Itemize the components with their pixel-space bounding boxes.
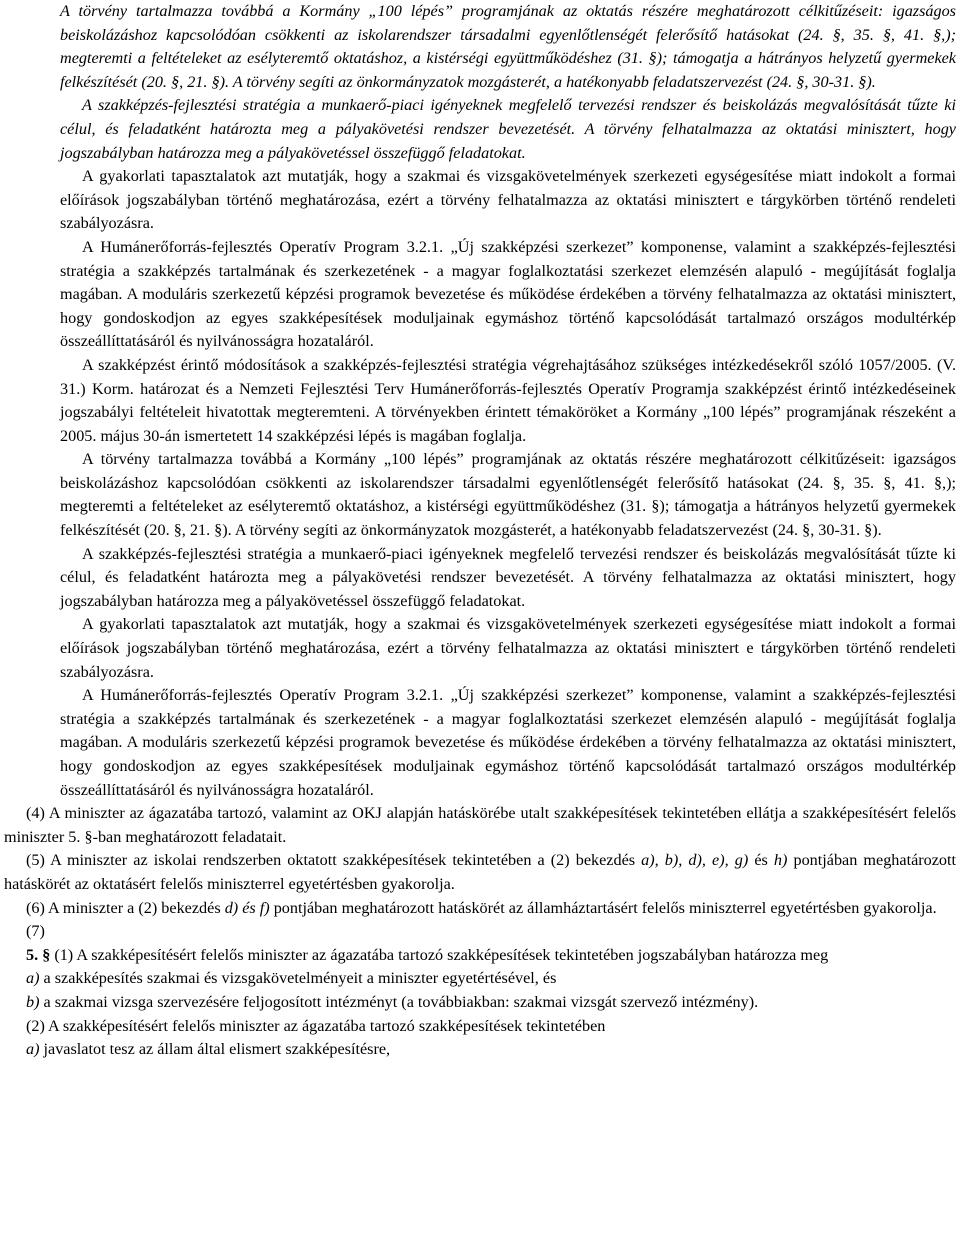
point-label: a): [26, 1040, 40, 1059]
text-span: a szakmai vizsga szervezésére feljogosított intézményt (a továbbiakban: szakmai vizsgát szervező intézmény).: [39, 992, 759, 1011]
section-5-point-a: [4, 967, 956, 991]
law-text: [4, 802, 956, 1062]
quote-paragraph: A törvény tartalmazza továbbá a Kormány „100 lépés” programjának az oktatás részére meghatározott célkitűzéseit: igazságos beiskolázáshoz kapcsolódóan csökkenti az iskolarendszer társadalmi egyenlőtlenségét felerősítő hatásokat (24. §, 35. §, 41. §,); megteremti a feltételeket az esélyteremtő oktatáshoz, a kistérségi együttműködéshez (31. §); támogatja a hátrányos helyzetű gyermekek felkészítését (20. §, 21. §). A törvény segíti az önkormányzatok mozgásterét, a hatékonyabb feladatszervezést (24. §, 30-31. §).: [60, 2, 956, 91]
point-label: a): [26, 969, 40, 988]
point-reference: d) és f): [224, 898, 270, 917]
paragraph-6: [4, 897, 956, 921]
section-5: [4, 944, 956, 968]
section-5-paragraph-2: (2) A szakképesítésért felelős miniszter az ágazatába tartozó szakképesítések tekintetében: [26, 1016, 606, 1035]
text-span: pontjában meghatározott hatáskörét az államháztartásért felelős miniszterrel egyetértésben gyakorolja.: [269, 898, 937, 917]
text-span: (5) A miniszter az iskolai rendszerben oktatott szakképesítések tekintetében a (2) bekezdés: [26, 851, 642, 870]
text-span: és: [748, 851, 774, 870]
text-span: a szakképesítés szakmai és vizsgakövetelményeit a miniszter egyetértésével, és: [39, 969, 557, 988]
section-number: 5. §: [26, 945, 51, 964]
point-label: b): [26, 992, 40, 1011]
explanatory-quote-italic: [4, 0, 956, 165]
quote-paragraph: A szakképzést érintő módosítások a szakképzés-fejlesztési stratégia végrehajtásához szükséges intézkedésekről szóló 1057/2005. (V. 31.) Korm. határozat és a Nemzeti Fejlesztési Terv Humánerőforrás-fejlesztés Operatív Programja szakképzést érintő intézkedéseinek jogszabályi feltételeit hivatottak megteremteni. A törvényekben érintett témaköröket a Kormány „100 lépés” programjának részeként a 2005. május 30-án ismertetett 14 szakképzési lépés is magában foglalja.: [60, 355, 956, 445]
quote-paragraph: A szakképzés-fejlesztési stratégia a munkaerő-piaci igényeknek megfelelő tervezési rendszer és beiskolázás megvalósítását tűzte ki célul, és feladatként határozta meg a pályakövetési rendszer bevezetését. A törvény felhatalmazza az oktatási minisztert, hogy jogszabályban határozza meg a pályakövetéssel összefüggő feladatokat.: [60, 96, 956, 162]
paragraph-5: [4, 849, 956, 896]
text-span: (1) A szakképesítésért felelős miniszter az ágazatába tartozó szakképesítések tekintetében jogszabályban határozza meg: [50, 945, 829, 964]
quote-paragraph: A törvény tartalmazza továbbá a Kormány „100 lépés” programjának az oktatás részére meghatározott célkitűzéseit: igazságos beiskolázáshoz kapcsolódóan csökkenti az iskolarendszer társadalmi egyenlőtlenségét felerősítő hatásokat (24. §, 35. §, 41. §,); megteremti a feltételeket az esélyteremtő oktatáshoz, a kistérségi együttműködéshez (31. §); támogatja a hátrányos helyzetű gyermekek felkészítését (20. §, 21. §). A törvény segíti az önkormányzatok mozgásterét, a hatékonyabb feladatszervezést (24. §, 30-31. §).: [60, 450, 956, 540]
quote-paragraph: A gyakorlati tapasztalatok azt mutatják, hogy a szakmai és vizsgakövetelmények szerkezeti egységesítése miatt indokolt a formai előírások jogszabályban történő meghatározása, ezért a törvény felhatalmazza az oktatási minisztert e tárgykörben történő rendeleti szabályozásra.: [60, 167, 956, 233]
explanatory-quote: [4, 165, 956, 802]
point-reference: a), b), d), e), g): [641, 851, 749, 870]
quote-paragraph: A szakképzés-fejlesztési stratégia a munkaerő-piaci igényeknek megfelelő tervezési rendszer és beiskolázás megvalósítását tűzte ki célul, és feladatként határozta meg a pályakövetési rendszer bevezetését. A törvény felhatalmazza az oktatási minisztert, hogy jogszabályban határozza meg a pályakövetéssel összefüggő feladatokat.: [60, 544, 956, 610]
paragraph-4: (4) A miniszter az ágazatába tartozó, valamint az OKJ alapján hatáskörébe utalt szakképesítések tekintetében ellátja a szakképesítésért felelős miniszter 5. §-ban meghatározott feladatait.: [4, 804, 956, 846]
text-span: (6) A miniszter a (2) bekezdés: [26, 898, 225, 917]
point-reference: h): [773, 851, 788, 870]
section-5-point-b: [4, 991, 956, 1015]
text-span: pontjában meghatározott hatáskörét az oktatásért felelős miniszterrel egyetértésben gyakorolja.: [4, 851, 957, 893]
text-span: javaslatot tesz az állam által elismert szakképesítésre,: [39, 1040, 391, 1059]
paragraph-7: (7): [26, 922, 45, 941]
quote-paragraph: A Humánerőforrás-fejlesztés Operatív Program 3.2.1. „Új szakképzési szerkezet” komponense, valamint a szakképzés-fejlesztési stratégia a szakképzés tartalmának és szerkezetének - a magyar foglalkoztatási szerkezet elemzésén alapuló - megújítását foglalja magában. A moduláris szerkezetű képzési programok bevezetése és működése érdekében a törvény felhatalmazza az oktatási minisztert, hogy gondoskodjon az egyes szakképesítések moduljainak egymáshoz történő kapcsolódását tartalmazó országos modultérkép összeállíttatásáról és nyilvánosságra hozataláról.: [60, 237, 956, 351]
section-5-2-point-a: [4, 1038, 956, 1062]
quote-paragraph: A gyakorlati tapasztalatok azt mutatják, hogy a szakmai és vizsgakövetelmények szerkezeti egységesítése miatt indokolt a formai előírások jogszabályban történő meghatározása, ezért a törvény felhatalmazza az oktatási minisztert e tárgykörben történő rendeleti szabályozásra.: [60, 615, 956, 681]
quote-paragraph: A Humánerőforrás-fejlesztés Operatív Program 3.2.1. „Új szakképzési szerkezet” komponense, valamint a szakképzés-fejlesztési stratégia a szakképzés tartalmának és szerkezetének - a magyar foglalkoztatási szerkezet elemzésén alapuló - megújítását foglalja magában. A moduláris szerkezetű képzési programok bevezetése és működése érdekében a törvény felhatalmazza az oktatási minisztert, hogy gondoskodjon az egyes szakképesítések moduljainak egymáshoz történő kapcsolódását tartalmazó országos modultérkép összeállíttatásáról és nyilvánosságra hozataláról.: [60, 686, 956, 799]
